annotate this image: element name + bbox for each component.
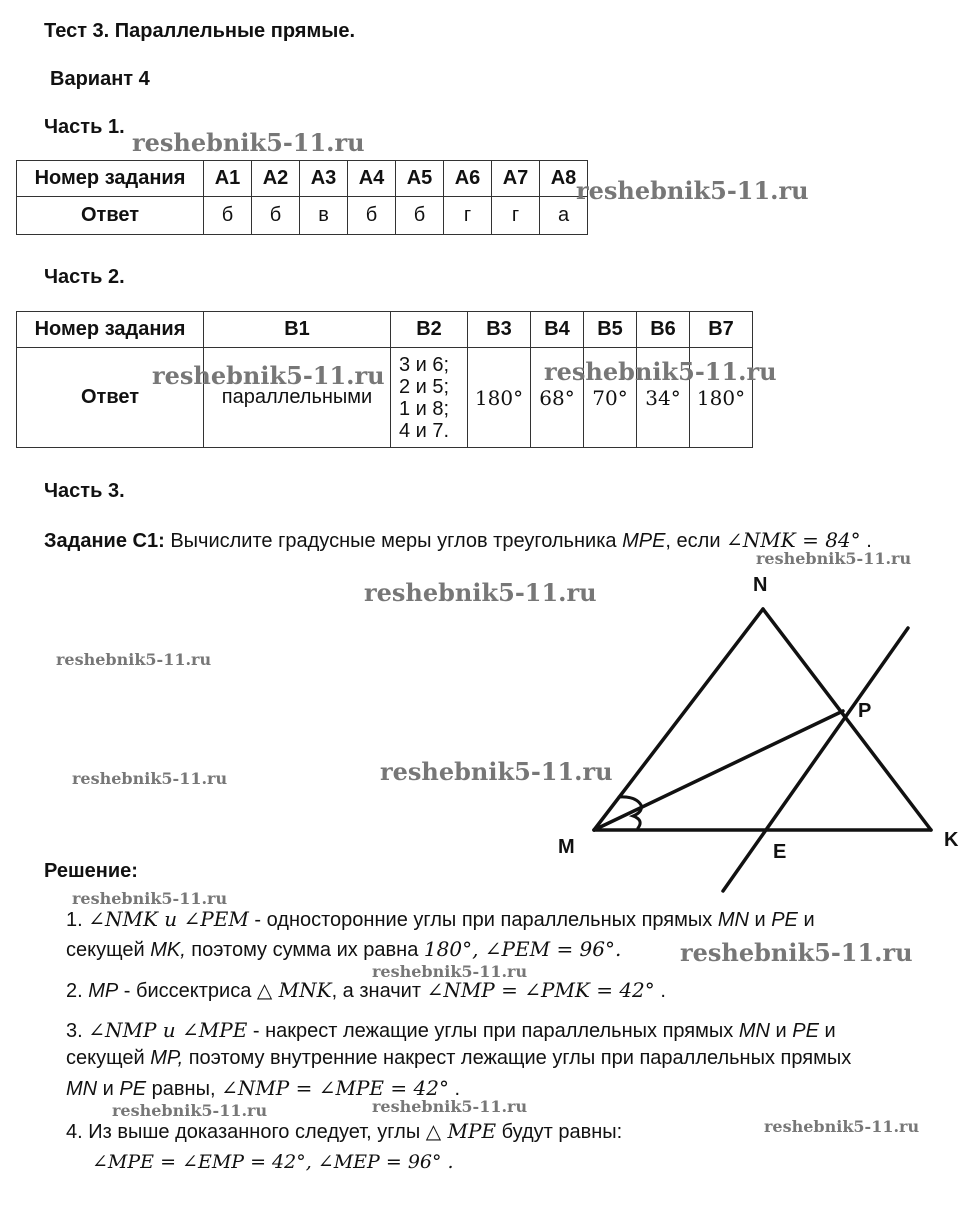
answer-cell: 68°: [531, 348, 584, 448]
text: 1.: [66, 909, 89, 931]
math: PE: [792, 1020, 819, 1042]
label-m: M: [558, 836, 575, 858]
text: - односторонние углы при параллельных прямых: [248, 909, 718, 931]
solution-line-3: [66, 978, 666, 1003]
math: PE: [119, 1078, 147, 1100]
solution-heading: Решение:: [44, 860, 138, 882]
watermark: reshebnik5-11.ru: [364, 578, 597, 607]
task-text: Вычислите градусные меры углов треугольника: [170, 530, 617, 552]
task-triangle: MPE: [622, 530, 666, 552]
task-cell: А5: [396, 161, 444, 197]
task-angle: ∠NMK = 84°: [726, 528, 861, 552]
text: и: [748, 909, 772, 931]
task-cell: А7: [492, 161, 540, 197]
watermark: reshebnik5-11.ru: [372, 962, 528, 981]
text: .: [654, 980, 666, 1002]
watermark: reshebnik5-11.ru: [372, 1097, 528, 1116]
part1-answer-header: Ответ: [17, 197, 204, 235]
answer-cell: 70°: [584, 348, 637, 448]
task-label: Задание С1:: [44, 530, 165, 552]
math: MK,: [150, 939, 186, 961]
task-cell: А2: [252, 161, 300, 197]
text: - биссектриса: [118, 980, 257, 1002]
task-cell: В2: [391, 312, 468, 348]
math: 180°, ∠PEM = 96°.: [423, 937, 622, 961]
label-e: E: [773, 841, 787, 863]
math: ∠NMP = ∠MPE = 42°: [221, 1076, 449, 1100]
watermark: reshebnik5-11.ru: [764, 1117, 920, 1136]
label-n: N: [753, 574, 768, 596]
math: ∠NMP и ∠MPE: [88, 1018, 248, 1042]
text: и: [97, 1078, 120, 1100]
solution-line-4: [66, 1018, 836, 1043]
answer-cell: б: [396, 197, 444, 235]
b2-line: 1 и 8;: [399, 397, 450, 420]
label-k: K: [944, 829, 959, 851]
answer-cell: 180°: [690, 348, 753, 448]
math: ∠NMK и ∠PEM: [88, 907, 249, 931]
task-cell: В3: [468, 312, 531, 348]
math: MP: [88, 980, 119, 1002]
text: и: [818, 1020, 836, 1042]
answer-cell: г: [444, 197, 492, 235]
watermark: reshebnik5-11.ru: [56, 650, 212, 669]
math: MN: [66, 1078, 98, 1100]
answer-cell: б: [252, 197, 300, 235]
math: MN: [738, 1020, 770, 1042]
text: 4. Из выше доказанного следует, углы: [66, 1121, 426, 1143]
math: ∠NMP = ∠PMK = 42°: [426, 978, 655, 1002]
task-cell: А8: [540, 161, 588, 197]
text: будут равны:: [496, 1121, 623, 1143]
task-cell: В7: [690, 312, 753, 348]
text: .: [448, 1078, 461, 1100]
answer-cell: параллельными: [204, 348, 391, 448]
text: секущей: [66, 939, 151, 961]
text: и: [797, 909, 815, 931]
text: поэтому сумма их равна: [185, 939, 424, 961]
task-end: .: [866, 530, 872, 552]
text: , а значит: [331, 980, 427, 1002]
task-cell: А4: [348, 161, 396, 197]
text: - накрест лежащие углы при параллельных прямых: [247, 1020, 739, 1042]
math: PE: [771, 909, 798, 931]
variant-label: Вариант 4: [50, 68, 150, 90]
solution-line-7: [66, 1119, 622, 1144]
b2-line: 2 и 5;: [399, 375, 450, 398]
line-pe: [723, 628, 908, 891]
task-cell: В5: [584, 312, 637, 348]
solution-line-1: [66, 907, 815, 932]
task-cell: В1: [204, 312, 391, 348]
answer-cell: 34°: [637, 348, 690, 448]
watermark: reshebnik5-11.ru: [152, 361, 385, 390]
answer-cell: б: [204, 197, 252, 235]
task-cell: А3: [300, 161, 348, 197]
task-cell: А6: [444, 161, 492, 197]
math: △ MPE: [425, 1119, 497, 1143]
b2-line: 3 и 6;: [399, 353, 450, 376]
watermark: reshebnik5-11.ru: [576, 176, 809, 205]
b2-line: 4 и 7.: [399, 419, 450, 442]
part1-heading: Часть 1.: [44, 116, 125, 138]
text: 2.: [66, 980, 89, 1002]
watermark: reshebnik5-11.ru: [680, 938, 913, 967]
math: MN: [717, 909, 749, 931]
task-cell: В4: [531, 312, 584, 348]
answer-cell: б: [348, 197, 396, 235]
text: и: [769, 1020, 793, 1042]
task-text: , если: [665, 530, 721, 552]
text: 3.: [66, 1020, 89, 1042]
watermark: reshebnik5-11.ru: [112, 1101, 268, 1120]
answer-cell: а: [540, 197, 588, 235]
watermark: reshebnik5-11.ru: [544, 357, 777, 386]
math: MP,: [150, 1047, 184, 1069]
solution-line-2: [66, 937, 621, 962]
answer-cell: 180°: [468, 348, 531, 448]
watermark: reshebnik5-11.ru: [756, 549, 912, 568]
part3-heading: Часть 3.: [44, 480, 125, 502]
text: секущей: [66, 1047, 151, 1069]
task-cell: В6: [637, 312, 690, 348]
solution-line-8: ∠MPE = ∠EMP = 42°, ∠MEP = 96° .: [92, 1151, 454, 1173]
test-title: Тест 3. Параллельные прямые.: [44, 20, 355, 42]
watermark: reshebnik5-11.ru: [132, 128, 365, 157]
solution-line-5: [66, 1047, 851, 1070]
part1-row-header: Номер задания: [17, 161, 204, 197]
watermark: reshebnik5-11.ru: [72, 769, 228, 788]
label-p: P: [858, 700, 872, 722]
part2-answer-header: Ответ: [17, 348, 204, 448]
text: поэтому внутренние накрест лежащие углы при параллельных прямых: [183, 1047, 852, 1069]
task-cell: А1: [204, 161, 252, 197]
part2-row-header: Номер задания: [17, 312, 204, 348]
watermark: reshebnik5-11.ru: [380, 757, 613, 786]
math: △ MNK: [256, 978, 332, 1002]
part2-heading: Часть 2.: [44, 266, 125, 288]
text: равны,: [146, 1078, 222, 1100]
answer-cell: г: [492, 197, 540, 235]
watermark: reshebnik5-11.ru: [72, 889, 228, 908]
answer-cell: в: [300, 197, 348, 235]
